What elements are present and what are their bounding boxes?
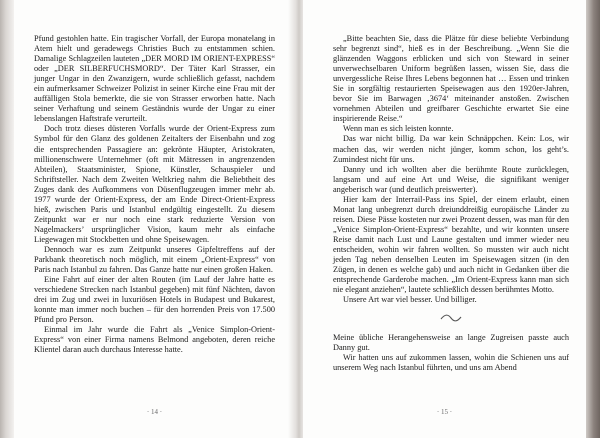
paragraph: Unsere Art war viel besser. Und billiger. [343, 295, 477, 305]
paragraph: Eine Fahrt auf einer der alten Routen (im Lauf der Jahre hatte es verschiedene Strecken nach Istanbul gegeben) mit fünf Nächten, davon drei im Zug und zwei in luxuriösen Hotels in Budapest und Bukarest, konnte man immer noch buchen – für den horrenden Preis von 17.500 Pfund pro Person. [34, 275, 275, 325]
paragraph: Pfund gestohlen hatte. Ein tragischer Vorfall, der Europa monatelang in Atem hielt und geradewegs Christies Buch zu entstammen schien. Damalige Schlagzeilen lauteten „DER MORD IM ORIENT-EXPRESS“ oder „DER SILBERFUCHSMORD“. Der Täter Karl Strasser, ein junger Ungar in den Zwanzigern, wurde schließlich gefasst, nachdem ein aufmerksamer Schweizer Polizist in seiner Kirche eine Frau mit der auffälligen Stola bemerkte, die sie von Strasser erworben hatte. Nach seiner Verhaftung und seinem Geständnis wurde der Ungar zu einer lebenslangen Haftstrafe verurteilt. [34, 34, 275, 124]
paragraph: „Bitte beachten Sie, dass die Plätze für diese beliebte Verbindung sehr begrenzt sind“, hieß es in der Beschreibung. „Wenn Sie die glänzenden Waggons erblicken und sich von Steward in seiner unverwechselbaren Uniform begrüßen lassen, wissen Sie, dass die unvergessliche Reise Ihres Lebens begonnen hat … Essen und trinken Sie in sorgfältig restaurierten Speisewagen aus den 1920er-Jahren, bevor Sie im Barwagen ‚3674‘ miteinander anstoßen. Zwischen vornehmen Abteilen und greifbarer Geschichte erwartet Sie eine inspirierende Reise.“ [333, 34, 569, 124]
paragraph: Dennoch war es zum Zeitpunkt unseres Gipfeltreffens auf der Parkbank theoretisch noch möglich, mit einem „Orient-Express“ von Paris nach Istanbul zu fahren. Das Ganze hatte nur einen großen Haken. [34, 244, 275, 275]
left-page [14, 0, 295, 438]
right-page [303, 0, 586, 438]
paragraph: Meine übliche Herangehensweise an lange Zugreisen passte auch Danny gut. [333, 333, 569, 353]
paragraph: Danny und ich wollten aber die berühmte Route zurücklegen, langsam und auf eine Art und Weise, die signifikant weniger angeberisch war (und deutlich preiswerter). [333, 164, 569, 194]
left-page-text [34, 34, 275, 356]
paragraph: Wir hatten uns auf zukommen lassen, wohin die Schienen uns auf unserem Weg nach Istanbul führten, und uns am Abend [333, 353, 569, 373]
paragraph: Hier kam der Interrail-Pass ins Spiel, der einem erlaubt, einen Monat lang unbegrenzt durch dreiunddreißig europäische Länder zu reisen. Diese Pässe kosteten nur zwei Prozent dessen, was man für den „Venice Simplon-Orient-Express“ bezahlte, und wir konnten unsere Reise damit nach Lust und Laune gestalten und immer wieder neu entscheiden, wohin wir fahren wollten. So mussten wir auch nicht jeden Tag neben denselben Leuten im Speisewagen sitzen (in den Zügen, in denen es welche gab) und auch nicht in Gedanken über die entsprechende Garderobe machen. „Im Orient-Express kann man sich nie elegant anziehen“, lautete schließlich dessen berühmtes Motto. [333, 194, 569, 295]
page-number-left: · 14 · [146, 408, 163, 416]
paragraph: Wenn man es sich leisten konnte. [343, 124, 454, 134]
paragraph: Einmal im Jahr wurde die Fahrt als „Venice Simplon-Orient-Express“ von einer Firma namens Belmond angeboten, deren reiche Klientel daran auch durchaus Interesse hatte. [34, 325, 275, 355]
book-edge-left [0, 0, 14, 438]
page-number-right: · 15 · [436, 408, 453, 416]
book-edge-right [586, 0, 600, 438]
right-page-text [333, 34, 569, 373]
paragraph: Doch trotz dieses düsteren Vorfalls wurde der Orient-Express zum Symbol für den Glanz des goldenen Zeitalters der Eisenbahn und zog die entsprechenden Passagiere an: gekrönte Häupter, Aristokraten, millionenschwere Unternehmer (oft mit Mätressen in angrenzenden Abteilen), Staatsminister, Spione, Künstler, Schauspieler und Schriftsteller. Nach dem Zweiten Weltkrieg nahm die Beliebtheit des Zuges dank des Aufkommens von Düsenflugzeugen immer mehr ab. 1977 wurde der Orient-Express, der am Ende Direct-Orient-Express hieß, zwischen Paris und Istanbul endgültig eingestellt. Zu diesem Zeitpunkt war er nur noch eine stark reduzierte Version von Nagelmackers’ ursprünglicher Vision, kaum mehr als einfache Liegewagen mit Stockbetten und ohne Speisewagen. [34, 124, 275, 244]
section-break-ornament-icon [440, 313, 462, 323]
paragraph: Das war nicht billig. Da war kein Schnäppchen. Kein: Los, wir machen das, wir werden nicht jünger, komm schon, los geht’s. Zumindest nicht für uns. [333, 134, 569, 164]
